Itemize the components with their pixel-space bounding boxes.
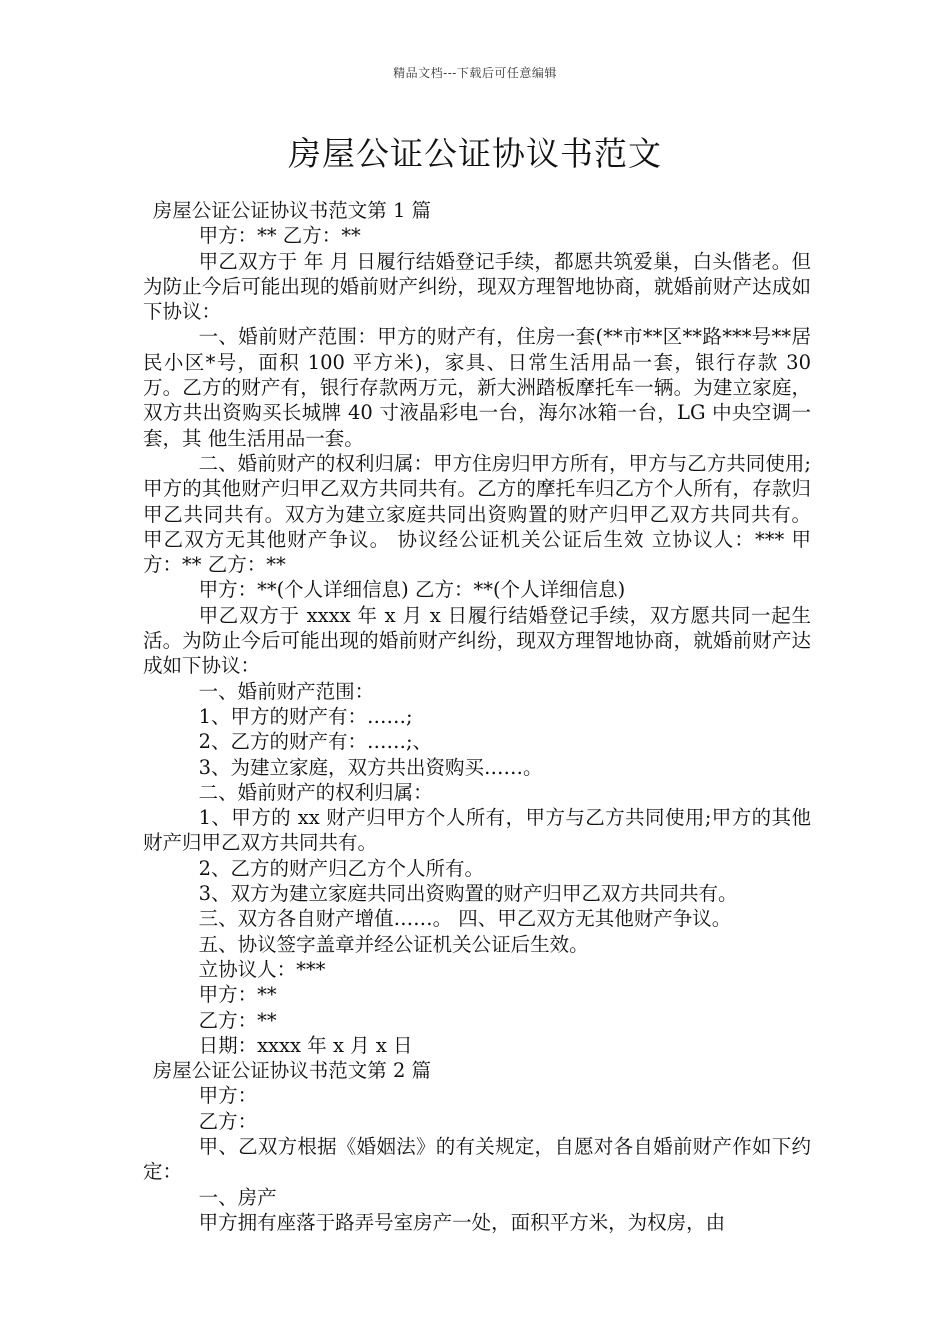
section-2-title: 房屋公证公证协议书范文第 2 篇	[152, 1059, 432, 1083]
paragraph: 五、协议签字盖章并经公证机关公证后生效。	[198, 932, 589, 956]
header-note: 精品文档---下载后可任意编辑	[393, 66, 557, 80]
paragraph: 2、乙方的财产归乙方个人所有。	[198, 856, 484, 880]
paragraph: 甲方拥有座落于路弄号室房产一处，面积平方米，为权房，由	[198, 1210, 726, 1234]
section-1-title: 房屋公证公证协议书范文第 1 篇	[152, 199, 432, 222]
paragraph: 乙方：**	[198, 1008, 277, 1032]
paragraph: 甲、乙双方根据《婚姻法》的有关规定，自愿对各自婚前财产作如下约定：	[143, 1134, 811, 1184]
paragraph: 甲方：**	[198, 983, 277, 1007]
paragraph: 甲方：**(个人详细信息) 乙方：**(个人详细信息)	[198, 578, 626, 602]
paragraph: 1、甲方的 xx 财产归甲方个人所有，甲方与乙方共同使用;甲方的其他财产归甲乙双方共同共有。	[143, 806, 811, 855]
document-title: 房屋公证公证协议书范文	[288, 134, 662, 173]
paragraph: 甲方：** 乙方：**	[198, 224, 361, 248]
paragraph: 二、婚前财产的权利归属：	[198, 780, 433, 804]
paragraph: 甲乙双方于 xxxx 年 x 月 x 日履行结婚登记手续，双方愿共同一起生活。为防止今后可能出现的婚前财产纠纷，现双方理智地协商，就婚前财产达成如下协议：	[143, 603, 811, 678]
paragraph: 一、房产	[198, 1185, 277, 1209]
paragraph: 乙方：	[198, 1109, 258, 1133]
paragraph: 1、甲方的财产有：……;	[198, 704, 413, 728]
paragraph: 立协议人：***	[198, 957, 326, 981]
document-body	[143, 198, 811, 1235]
paragraph: 2、乙方的财产有：……;、	[198, 730, 433, 754]
paragraph: 日期：xxxx 年 x 月 x 日	[198, 1033, 413, 1057]
paragraph: 一、婚前财产范围：	[198, 679, 375, 703]
paragraph: 甲乙双方于 年 月 日履行结婚登记手续，都愿共筑爱巢，白头偕老。但为防止今后可能出现的婚前财产纠纷，现双方理智地协商，就婚前财产达成如下协议：	[143, 249, 811, 324]
paragraph: 一、婚前财产范围：甲方的财产有，住房一套(**市**区**路***号**居民小区*号，面积 100 平方米)，家具、日常生活用品一套，银行存款 30 万。乙方的财产有，银行存款两万元，新大洲踏板摩托车一辆。为建立家庭，双方共出资购买长城牌 40 寸液晶彩电一台，海尔冰箱一台，LG 中央空调一套，其 他生活用品一套。	[143, 325, 811, 450]
paragraph: 3、双方为建立家庭共同出资购置的财产归甲乙双方共同共有。	[198, 882, 738, 906]
paragraph: 二、婚前财产的权利归属：甲方住房归甲方所有，甲方与乙方共同使用;甲方的其他财产归甲乙双方共同共有。乙方的摩托车归乙方个人所有，存款归甲乙共同共有。双方为建立家庭共同出资购置的财产归甲乙双方共同共有。 甲乙双方无其他财产争议。 协议经公证机关公证后生效 立协议人：*** 甲方：** 乙方：**	[143, 451, 811, 577]
paragraph: 3、为建立家庭，双方共出资购买……。	[198, 755, 543, 779]
paragraph: 三、双方各自财产增值……。 四、甲乙双方无其他财产争议。	[198, 907, 732, 931]
paragraph: 甲方：	[198, 1084, 258, 1108]
